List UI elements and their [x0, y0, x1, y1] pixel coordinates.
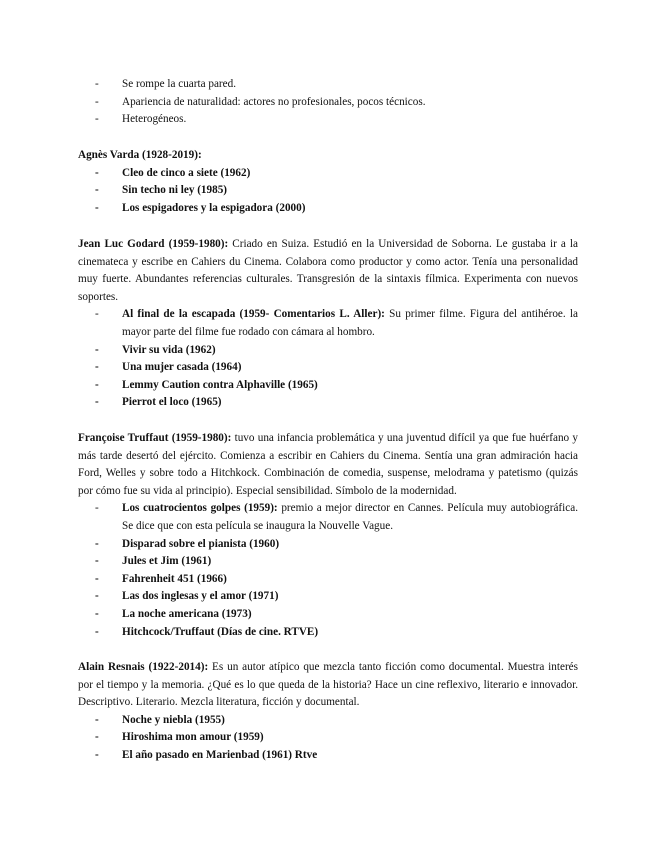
list-item: - El año pasado en Marienbad (1961) Rtve	[95, 748, 318, 761]
list-item: - Jules et Jim (1961)	[95, 555, 212, 568]
godard-section	[78, 236, 578, 412]
truffaut-section	[78, 430, 578, 641]
list-item: - Vivir su vida (1962)	[95, 343, 216, 356]
list-item: - Al final de la escapada (1959- Comentarios L. Aller): Su primer filme. Figura del antihéroe. la mayor parte del filme fue rodado con cámara al hombro.	[95, 308, 578, 338]
list-item: - Los espigadores y la espigadora (2000)	[95, 201, 306, 214]
varda-heading: Agnès Varda (1928-2019):	[78, 149, 202, 161]
varda-section	[78, 147, 578, 217]
resnais-film-list	[78, 712, 578, 765]
truffaut-film-list	[78, 500, 578, 641]
list-item: - Las dos inglesas y el amor (1971)	[95, 590, 279, 603]
godard-name: Jean Luc Godard (1959-1980):	[78, 238, 229, 250]
list-item: - Heterogéneos.	[95, 113, 187, 126]
godard-paragraph: Jean Luc Godard (1959-1980): Criado en Suiza. Estudió en la Universidad de Soborna. Le gustaba ir a la cinemateca y escribe en Cahiers du Cinema. Colabora como productor y como actor. Tenía una personalidad muy fuerte. Abundantes referencias culturales. Transgresión de la sintaxis fílmica. Experimenta con nuevos soportes.	[78, 238, 578, 303]
godard-film-list	[78, 306, 578, 412]
truffaut-paragraph: Françoise Truffaut (1959-1980): tuvo una infancia problemática y una juventud difícil ya que fue huérfano y más tarde desertó del ejército. Comienza a escribir en Cahiers du Cinema. Sentía una gran admiración hacia Ford, Welles y sobre todo a Hitchkock. Combinación de comedia, suspense, melodrama y patetismo (quizás por cómo fue su vida al principio). Especial sensibilidad. Símbolo de la modernidad.	[78, 432, 578, 497]
list-item: - Una mujer casada (1964)	[95, 361, 242, 374]
list-item: - Hiroshima mon amour (1959)	[95, 731, 264, 744]
intro-section	[78, 76, 578, 129]
resnais-paragraph: Alain Resnais (1922-2014): Es un autor atípico que mezcla tanto ficción como documental. Muestra interés por el tiempo y la memoria. ¿Qué es lo que queda de la historia? Hace un cine reflexivo, literario e innovador. Descriptivo. Literario. Mezcla literatura, ficción y documental.	[78, 661, 578, 709]
truffaut-name: Françoise Truffaut (1959-1980):	[78, 432, 232, 444]
list-item: - Los cuatrocientos golpes (1959): premio a mejor director en Cannes. Película muy autobiográfica. Se dice que con esta película se inaugura la Nouvelle Vague.	[95, 502, 578, 532]
list-item: - Apariencia de naturalidad: actores no profesionales, pocos técnicos.	[95, 95, 426, 108]
list-item: - Lemmy Caution contra Alphaville (1965)	[95, 378, 318, 391]
varda-film-list	[78, 165, 578, 218]
resnais-section	[78, 659, 578, 765]
intro-list	[78, 76, 578, 129]
list-item: - La noche americana (1973)	[95, 607, 252, 620]
list-item: - Sin techo ni ley (1985)	[95, 184, 228, 197]
list-item: - Fahrenheit 451 (1966)	[95, 572, 227, 585]
list-item: - Pierrot el loco (1965)	[95, 396, 222, 409]
list-item: - Hitchcock/Truffaut (Días de cine. RTVE)	[95, 625, 319, 638]
list-item: - Disparad sobre el pianista (1960)	[95, 537, 280, 550]
list-item: - Cleo de cinco a siete (1962)	[95, 166, 251, 179]
resnais-name: Alain Resnais (1922-2014):	[78, 661, 209, 673]
list-item: - Se rompe la cuarta pared.	[95, 78, 236, 90]
list-item: - Noche y niebla (1955)	[95, 713, 225, 726]
